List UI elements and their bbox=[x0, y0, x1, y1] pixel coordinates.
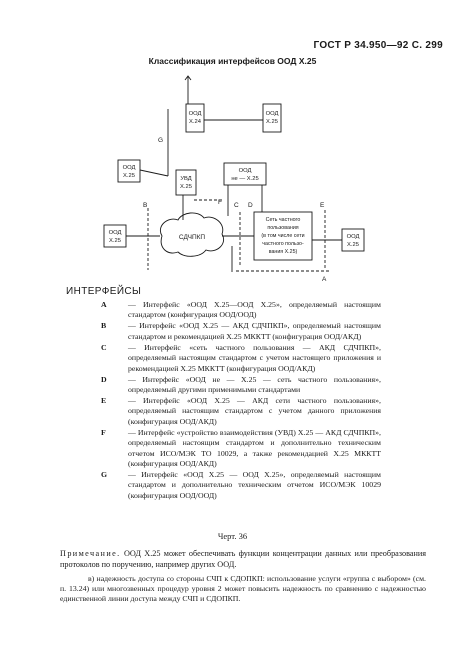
interface-key: E bbox=[101, 396, 107, 406]
label-e: E bbox=[320, 202, 325, 209]
label-g: G bbox=[158, 137, 164, 144]
label-a: A bbox=[322, 276, 327, 283]
box-ood-x25-top-line1: ООД bbox=[265, 111, 279, 117]
box-private-net-line1: Сеть частного bbox=[265, 217, 301, 223]
interface-key: G bbox=[101, 470, 108, 480]
interface-text: — Интерфейс «ООД не — Х.25 — сеть частного пользования», определяемый другими применимыми стандартами bbox=[128, 374, 381, 395]
interface-text: — Интерфейс «сеть частного пользования — АКД СДЧПКП», определяемый настоящим стандартом с учетом настоящего приложения и рекомендацией Х.25 МККТТ (конфигурация ООД/АКД) bbox=[128, 342, 381, 373]
interface-item-f bbox=[96, 428, 381, 470]
cloud-label: СДЧПКП bbox=[178, 234, 206, 241]
box-private-net-line3: (в том числе сети bbox=[261, 233, 305, 239]
box-private-net-line5: вания Х.25) bbox=[268, 249, 298, 255]
box-ood-x25-right-line1: ООД bbox=[346, 234, 360, 240]
box-private-net-line2: пользования bbox=[267, 225, 299, 231]
interface-key: B bbox=[101, 321, 107, 331]
interface-text: — Интерфейс «ООД Х.25 — АКД СДЧПКП», определяемый настоящим стандартом и рекомендацией Х.25 МККТТ (конфигурация ООД/АКД) bbox=[128, 321, 381, 341]
section-title: ИНТЕРФЕЙСЫ bbox=[66, 286, 142, 297]
box-ood-x25-left-line1: ООД bbox=[122, 165, 136, 171]
box-ood-x25-far-left-line2: Х.25 bbox=[109, 238, 121, 244]
interface-item-b bbox=[96, 321, 381, 342]
box-ood-x25-left-line2: Х.25 bbox=[123, 173, 135, 179]
box-uvd-x25 bbox=[176, 170, 196, 195]
label-c: C bbox=[234, 202, 239, 209]
interface-key: C bbox=[101, 342, 107, 352]
box-ood-ne-line2: не — Х.25 bbox=[231, 176, 259, 182]
figure-caption: Черт. 36 bbox=[217, 531, 248, 541]
link-left-box bbox=[140, 170, 168, 176]
box-ood-x25-top bbox=[263, 104, 281, 132]
interface-diagram bbox=[0, 0, 465, 290]
interface-item-c bbox=[96, 343, 381, 374]
box-private-net-line4: частного пользо- bbox=[262, 241, 304, 247]
interface-key: A bbox=[101, 300, 107, 309]
figure-title: Классификация интерфейсов ООД Х.25 bbox=[148, 56, 317, 66]
interface-text: — Интерфейс «ООД Х.25 — АКД сети частного пользования», определяемый настоящим стандартом с учетом данного приложения (конфигурация ООД/АКД) bbox=[128, 396, 381, 426]
box-ood-x25-top-line2: Х.25 bbox=[266, 119, 278, 125]
box-ood-ne-line1: ООД bbox=[238, 168, 252, 174]
interface-text: — Интерфейс «ООД Х.25 — ООД Х.25», определяемый настоящим стандартом и дополнительно техническим отчетом ИСО/МЭК 10029 (конфигурация ООД/ООД) bbox=[128, 470, 381, 500]
box-ood-x25-right-line2: Х.25 bbox=[347, 242, 359, 248]
label-d: D bbox=[248, 202, 253, 209]
note-paragraph bbox=[60, 548, 426, 570]
note-item-v: в) надежность доступа со стороны СЧП к СДОПКП: использование услуги «группа с выбором» (см. п. 13.24) или многозвенных процедур уровня 2 может повысить надежность по сравнению с надежностью единственной линии доступа между СЧП и СДОПКП. bbox=[60, 574, 426, 603]
note-text: ООД Х.25 может обеспечивать функции концентрации данных или преобразования протоколов по поручению, например других ООД. bbox=[60, 549, 426, 569]
box-ood-x24 bbox=[186, 104, 204, 132]
interface-text: — Интерфейс «устройство взаимодействия (УВД) Х.25 — АКД СДЧПКП», определяемый настоящим стандартом и дополнительно техническим отчетом ИСО/МЭК ТО 10029, а также рекомендацией Х.25 МККТТ (конфигурация ООД/АКД) bbox=[128, 427, 381, 469]
interface-item-g bbox=[96, 470, 381, 501]
box-uvd-line1: УВД bbox=[180, 176, 192, 182]
interface-item-d bbox=[96, 375, 381, 396]
box-ood-x24-line1: ООД bbox=[188, 111, 202, 117]
interfaces-list bbox=[96, 300, 381, 502]
page-header: ГОСТ Р 34.950—92 С. 299 bbox=[313, 40, 443, 51]
box-ood-x24-line2: Х.24 bbox=[189, 119, 201, 125]
note-lead: Примечание. bbox=[60, 549, 121, 558]
interface-item-a bbox=[96, 300, 381, 321]
label-b: B bbox=[143, 202, 148, 209]
interface-text: — Интерфейс «ООД Х.25—ООД Х.25», определяемый настоящим стандартом (конфигурация ООД/ООД) bbox=[128, 300, 381, 320]
interface-key: F bbox=[101, 427, 106, 437]
box-uvd-line2: Х.25 bbox=[180, 184, 192, 190]
interface-item-e bbox=[96, 396, 381, 427]
interface-key: D bbox=[101, 374, 107, 384]
label-f: F bbox=[218, 199, 222, 206]
box-ood-x25-far-left-line1: ООД bbox=[108, 230, 122, 236]
